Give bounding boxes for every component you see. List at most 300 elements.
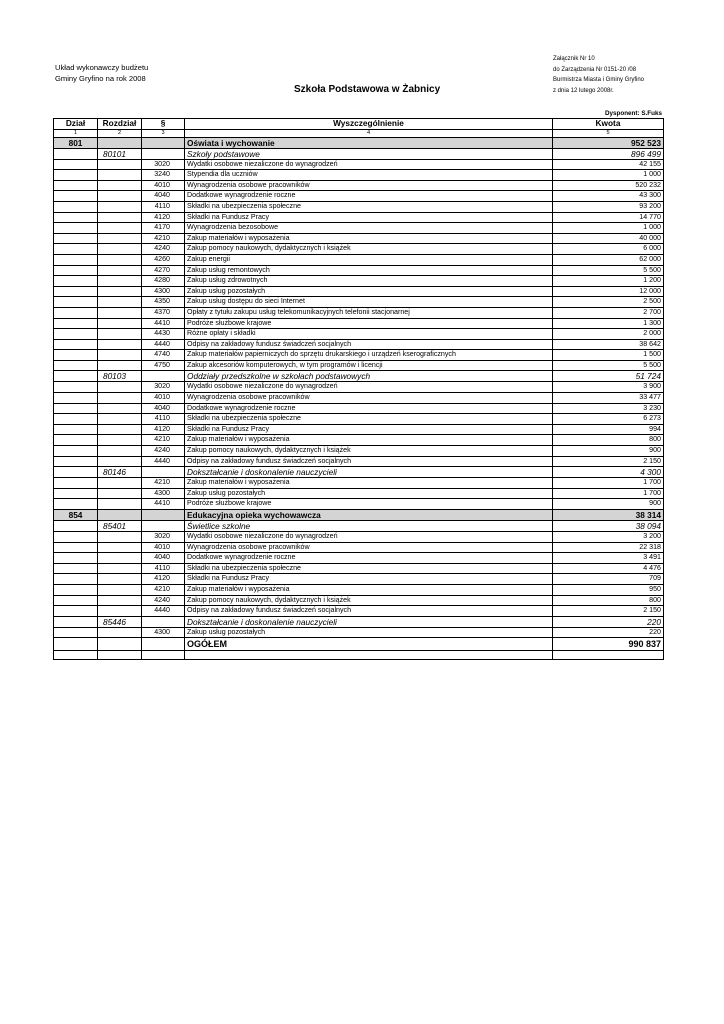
- dzial-cell: [54, 414, 98, 425]
- paragraph-code: 4750: [142, 360, 185, 371]
- row-description: Zakup materiałów i wyposażenia: [185, 233, 553, 244]
- dzial-cell: [54, 329, 98, 340]
- row-description: Świetlice szkolne: [185, 521, 553, 532]
- paragraph-code: 4300: [142, 488, 185, 499]
- dzial-cell: [54, 371, 98, 382]
- rozdzial-cell: [98, 584, 142, 595]
- paragraph-code: 4120: [142, 212, 185, 223]
- row-description: Zakup pomocy naukowych, dydaktycznych i książek: [185, 595, 553, 606]
- rozdzial-row: [54, 616, 664, 627]
- column-header-amount: Kwota: [553, 119, 664, 130]
- row-description: Podróże służbowe krajowe: [185, 318, 553, 329]
- table-row: [54, 254, 664, 265]
- rozdzial-cell: [98, 360, 142, 371]
- dzial-cell: [54, 467, 98, 478]
- row-amount: 5 500: [553, 265, 664, 276]
- row-amount: 2 150: [553, 606, 664, 617]
- row-description: Wynagrodzenia osobowe pracowników: [185, 542, 553, 553]
- row-description: Składki na Fundusz Pracy: [185, 574, 553, 585]
- column-number: 3: [142, 129, 185, 137]
- table-row: [54, 191, 664, 202]
- header-right-line3: Burmistrza Miasta i Gminy Gryfino: [553, 77, 645, 83]
- paragraph-code: 4240: [142, 446, 185, 457]
- paragraph-code: 4120: [142, 574, 185, 585]
- dzial-cell: [54, 276, 98, 287]
- header-right-line2: do Zarządzenia Nr 0151-20 /08: [553, 66, 637, 73]
- row-amount: 800: [553, 435, 664, 446]
- rozdzial-cell: [98, 638, 142, 651]
- paragraph-cell: [142, 510, 185, 521]
- paragraph-code: 4210: [142, 435, 185, 446]
- rozdzial-cell: [98, 446, 142, 457]
- row-description: Zakup akcesoriów komputerowych, w tym programów i licencji: [185, 360, 553, 371]
- dzial-cell: [54, 297, 98, 308]
- paragraph-code: 4010: [142, 542, 185, 553]
- paragraph-code: 4040: [142, 553, 185, 564]
- dzial-cell: [54, 307, 98, 318]
- paragraph-code: 3020: [142, 382, 185, 393]
- row-description: Wynagrodzenia osobowe pracowników: [185, 393, 553, 404]
- dzial-cell: [54, 360, 98, 371]
- column-header-rozdzial: Rozdział: [98, 119, 142, 130]
- row-amount: 900: [553, 499, 664, 510]
- rozdzial-cell: [98, 265, 142, 276]
- page-title: Szkoła Podstawowa w Żabnicy: [294, 84, 441, 95]
- paragraph-code: 4370: [142, 307, 185, 318]
- table-row: [54, 595, 664, 606]
- row-description: Zakup usług pozostałych: [185, 286, 553, 297]
- row-amount: 3 900: [553, 382, 664, 393]
- column-number: 4: [185, 129, 553, 137]
- row-description: Składki na Fundusz Pracy: [185, 424, 553, 435]
- paragraph-code: 4040: [142, 403, 185, 414]
- rozdzial-cell: [98, 574, 142, 585]
- row-description: Składki na ubezpieczenia społeczne: [185, 414, 553, 425]
- blank-cell: [553, 651, 664, 660]
- dzial-cell: [54, 532, 98, 543]
- paragraph-code: 4430: [142, 329, 185, 340]
- dzial-cell: [54, 170, 98, 181]
- row-description: Wydatki osobowe niezaliczone do wynagrodzeń: [185, 532, 553, 543]
- rozdzial-cell: [98, 553, 142, 564]
- row-amount: 38 094: [553, 521, 664, 532]
- dzial-cell: [54, 339, 98, 350]
- rozdzial-cell: [98, 180, 142, 191]
- row-description: Zakup materiałów i wyposażenia: [185, 435, 553, 446]
- paragraph-code: 4740: [142, 350, 185, 361]
- rozdzial-cell: [98, 329, 142, 340]
- row-amount: 2 500: [553, 297, 664, 308]
- row-amount: 896 499: [553, 148, 664, 159]
- row-description: Zakup usług dostępu do sieci Internet: [185, 297, 553, 308]
- paragraph-code: 4170: [142, 223, 185, 234]
- dzial-cell: [54, 638, 98, 651]
- table-row: [54, 435, 664, 446]
- header-left-line2: Gminy Gryfino na rok 2008: [55, 74, 146, 83]
- table-body: [54, 137, 664, 660]
- row-amount: 42 155: [553, 159, 664, 170]
- dzial-cell: [54, 191, 98, 202]
- row-amount: 3 491: [553, 553, 664, 564]
- row-amount: 1 000: [553, 223, 664, 234]
- row-amount: 2 000: [553, 329, 664, 340]
- table-row: [54, 606, 664, 617]
- table-row: [54, 329, 664, 340]
- row-amount: 38 314: [553, 510, 664, 521]
- dzial-row: [54, 510, 664, 521]
- row-description: Dodatkowe wynagrodzenie roczne: [185, 403, 553, 414]
- rozdzial-cell: [98, 297, 142, 308]
- row-description: Odpisy na zakładowy fundusz świadczeń socjalnych: [185, 606, 553, 617]
- row-description: Różne opłaty i składki: [185, 329, 553, 340]
- dzial-cell: [54, 574, 98, 585]
- dzial-cell: [54, 563, 98, 574]
- paragraph-code: 3020: [142, 532, 185, 543]
- table-row: [54, 553, 664, 564]
- dzial-cell: [54, 542, 98, 553]
- table-row: [54, 478, 664, 489]
- row-description: Wydatki osobowe niezaliczone do wynagrodzeń: [185, 159, 553, 170]
- paragraph-cell: [142, 521, 185, 532]
- dzial-cell: [54, 148, 98, 159]
- row-amount: 14 770: [553, 212, 664, 223]
- row-amount: 62 000: [553, 254, 664, 265]
- table-row: [54, 297, 664, 308]
- row-amount: 2 150: [553, 456, 664, 467]
- dzial-code: 854: [54, 510, 98, 521]
- rozdzial-cell: [98, 488, 142, 499]
- paragraph-cell: [142, 616, 185, 627]
- row-amount: 709: [553, 574, 664, 585]
- paragraph-code: 4210: [142, 233, 185, 244]
- row-amount: 22 318: [553, 542, 664, 553]
- table-row: [54, 499, 664, 510]
- rozdzial-cell: [98, 339, 142, 350]
- dzial-cell: [54, 201, 98, 212]
- row-description: Oddziały przedszkolne w szkołach podstawowych: [185, 371, 553, 382]
- table-row: [54, 627, 664, 638]
- row-description: Zakup materiałów i wyposażenia: [185, 478, 553, 489]
- dzial-cell: [54, 456, 98, 467]
- rozdzial-cell: [98, 606, 142, 617]
- row-amount: 800: [553, 595, 664, 606]
- table-row: [54, 307, 664, 318]
- rozdzial-row: [54, 521, 664, 532]
- row-amount: 1 300: [553, 318, 664, 329]
- row-amount: 220: [553, 616, 664, 627]
- row-amount: 1 700: [553, 488, 664, 499]
- table-row: [54, 339, 664, 350]
- rozdzial-cell: [98, 595, 142, 606]
- table-row: [54, 318, 664, 329]
- paragraph-cell: [142, 137, 185, 148]
- row-amount: 1 700: [553, 478, 664, 489]
- dzial-cell: [54, 553, 98, 564]
- rozdzial-cell: [98, 254, 142, 265]
- dzial-cell: [54, 382, 98, 393]
- row-amount: 2 700: [553, 307, 664, 318]
- table-row: [54, 563, 664, 574]
- paragraph-code: 4300: [142, 286, 185, 297]
- dzial-cell: [54, 403, 98, 414]
- row-description: Podróże służbowe krajowe: [185, 499, 553, 510]
- blank-cell: [185, 651, 553, 660]
- budget-layout-label: [55, 62, 148, 84]
- dzial-row: [54, 137, 664, 148]
- column-number-row: [54, 129, 664, 137]
- dzial-cell: [54, 435, 98, 446]
- dzial-cell: [54, 254, 98, 265]
- rozdzial-cell: [98, 403, 142, 414]
- paragraph-code: 4440: [142, 456, 185, 467]
- blank-cell: [54, 651, 98, 660]
- dzial-cell: [54, 393, 98, 404]
- row-amount: 1 000: [553, 170, 664, 181]
- rozdzial-cell: [98, 318, 142, 329]
- column-header-paragraph: §: [142, 119, 185, 130]
- row-description: Dodatkowe wynagrodzenie roczne: [185, 553, 553, 564]
- rozdzial-cell: [98, 382, 142, 393]
- table-row: [54, 393, 664, 404]
- budget-table: [53, 118, 664, 660]
- table-row: [54, 350, 664, 361]
- paragraph-code: 4440: [142, 606, 185, 617]
- row-description: Zakup usług pozostałych: [185, 488, 553, 499]
- row-amount: 3 200: [553, 532, 664, 543]
- dzial-cell: [54, 212, 98, 223]
- rozdzial-cell: [98, 223, 142, 234]
- row-description: Zakup materiałów i wyposażenia: [185, 584, 553, 595]
- paragraph-code: 4300: [142, 627, 185, 638]
- header-left-line1: Układ wykonawczy budżetu: [55, 63, 149, 72]
- rozdzial-cell: [98, 233, 142, 244]
- dzial-code: 801: [54, 137, 98, 148]
- row-description: Wydatki osobowe niezaliczone do wynagrodzeń: [185, 382, 553, 393]
- rozdzial-code: 85446: [98, 616, 142, 627]
- row-amount: 3 230: [553, 403, 664, 414]
- paragraph-code: 3240: [142, 170, 185, 181]
- paragraph-code: 4110: [142, 414, 185, 425]
- row-description: Oświata i wychowanie: [185, 137, 553, 148]
- blank-row: [54, 651, 664, 660]
- row-description: Zakup usług pozostałych: [185, 627, 553, 638]
- column-header-dzial: Dział: [54, 119, 98, 130]
- rozdzial-row: [54, 467, 664, 478]
- paragraph-code: 4120: [142, 424, 185, 435]
- rozdzial-cell: [98, 159, 142, 170]
- rozdzial-cell: [98, 414, 142, 425]
- rozdzial-cell: [98, 478, 142, 489]
- row-description: Stypendia dla uczniów: [185, 170, 553, 181]
- table-row: [54, 532, 664, 543]
- row-amount: 12 000: [553, 286, 664, 297]
- dzial-cell: [54, 478, 98, 489]
- row-amount: 952 523: [553, 137, 664, 148]
- row-description: Składki na ubezpieczenia społeczne: [185, 201, 553, 212]
- table-row: [54, 233, 664, 244]
- table-row: [54, 201, 664, 212]
- rozdzial-cell: [98, 201, 142, 212]
- dzial-cell: [54, 627, 98, 638]
- disponent-label: Dysponent: S.Fuks: [604, 110, 662, 117]
- table-row: [54, 446, 664, 457]
- row-amount: 4 476: [553, 563, 664, 574]
- rozdzial-cell: [98, 276, 142, 287]
- rozdzial-cell: [98, 286, 142, 297]
- dzial-cell: [54, 595, 98, 606]
- row-description: Odpisy na zakładowy fundusz świadczeń socjalnych: [185, 456, 553, 467]
- rozdzial-cell: [98, 212, 142, 223]
- column-number: 5: [553, 129, 664, 137]
- row-amount: 51 724: [553, 371, 664, 382]
- row-amount: 6 000: [553, 244, 664, 255]
- row-amount: 950: [553, 584, 664, 595]
- table-row: [54, 180, 664, 191]
- header-right-line4: z dnia 12 lutego 2008r.: [553, 87, 614, 94]
- dzial-cell: [54, 286, 98, 297]
- paragraph-code: 4110: [142, 201, 185, 212]
- row-description: Dodatkowe wynagrodzenie roczne: [185, 191, 553, 202]
- table-row: [54, 265, 664, 276]
- table-row: [54, 424, 664, 435]
- paragraph-code: 4010: [142, 393, 185, 404]
- table-row: [54, 276, 664, 287]
- row-amount: 93 200: [553, 201, 664, 212]
- rozdzial-cell: [98, 244, 142, 255]
- dzial-cell: [54, 446, 98, 457]
- rozdzial-cell: [98, 170, 142, 181]
- row-description: Szkoły podstawowe: [185, 148, 553, 159]
- row-description: Wynagrodzenia bezosobowe: [185, 223, 553, 234]
- rozdzial-cell: [98, 627, 142, 638]
- paragraph-code: 4440: [142, 339, 185, 350]
- paragraph-cell: [142, 371, 185, 382]
- row-amount: 900: [553, 446, 664, 457]
- column-number: 1: [54, 129, 98, 137]
- total-amount: 990 837: [553, 638, 664, 651]
- table-row: [54, 360, 664, 371]
- paragraph-code: 4280: [142, 276, 185, 287]
- paragraph-code: 4040: [142, 191, 185, 202]
- row-description: Składki na Fundusz Pracy: [185, 212, 553, 223]
- rozdzial-code: 80101: [98, 148, 142, 159]
- row-description: Odpisy na zakładowy fundusz świadczeń socjalnych: [185, 339, 553, 350]
- table-row: [54, 584, 664, 595]
- dzial-cell: [54, 584, 98, 595]
- total-label: OGÓŁEM: [185, 638, 553, 651]
- row-amount: 1 500: [553, 350, 664, 361]
- rozdzial-code: 80146: [98, 467, 142, 478]
- dzial-cell: [54, 233, 98, 244]
- row-description: Zakup energii: [185, 254, 553, 265]
- row-amount: 33 477: [553, 393, 664, 404]
- paragraph-cell: [142, 148, 185, 159]
- dzial-cell: [54, 488, 98, 499]
- paragraph-cell: [142, 467, 185, 478]
- row-amount: 43 300: [553, 191, 664, 202]
- attachment-note: [553, 54, 644, 96]
- paragraph-cell: [142, 638, 185, 651]
- table-row: [54, 403, 664, 414]
- rozdzial-cell: [98, 456, 142, 467]
- rozdzial-cell: [98, 499, 142, 510]
- table-row: [54, 542, 664, 553]
- rozdzial-code: 85401: [98, 521, 142, 532]
- dzial-cell: [54, 265, 98, 276]
- rozdzial-row: [54, 148, 664, 159]
- table-row: [54, 170, 664, 181]
- total-row: [54, 638, 664, 651]
- dzial-cell: [54, 223, 98, 234]
- dzial-cell: [54, 521, 98, 532]
- blank-cell: [142, 651, 185, 660]
- rozdzial-cell: [98, 137, 142, 148]
- paragraph-code: 4410: [142, 318, 185, 329]
- row-description: Edukacyjna opieka wychowawcza: [185, 510, 553, 521]
- paragraph-code: 4350: [142, 297, 185, 308]
- row-description: Składki na ubezpieczenia społeczne: [185, 563, 553, 574]
- rozdzial-row: [54, 371, 664, 382]
- paragraph-code: 4270: [142, 265, 185, 276]
- row-amount: 4 300: [553, 467, 664, 478]
- dzial-cell: [54, 180, 98, 191]
- rozdzial-cell: [98, 424, 142, 435]
- table-row: [54, 212, 664, 223]
- paragraph-code: 4210: [142, 478, 185, 489]
- rozdzial-cell: [98, 393, 142, 404]
- paragraph-code: 4010: [142, 180, 185, 191]
- row-amount: 5 500: [553, 360, 664, 371]
- row-amount: 6 273: [553, 414, 664, 425]
- header-right-line1: Załącznik Nr 10: [553, 56, 595, 62]
- paragraph-code: 4240: [142, 244, 185, 255]
- table-row: [54, 159, 664, 170]
- row-amount: 994: [553, 424, 664, 435]
- table-row: [54, 244, 664, 255]
- row-description: Zakup usług remontowych: [185, 265, 553, 276]
- dzial-cell: [54, 159, 98, 170]
- rozdzial-cell: [98, 563, 142, 574]
- dzial-cell: [54, 606, 98, 617]
- row-description: Zakup pomocy naukowych, dydaktycznych i książek: [185, 244, 553, 255]
- dzial-cell: [54, 244, 98, 255]
- paragraph-code: 4260: [142, 254, 185, 265]
- table-row: [54, 574, 664, 585]
- table-row: [54, 223, 664, 234]
- dzial-cell: [54, 616, 98, 627]
- blank-cell: [98, 651, 142, 660]
- column-header-description: Wyszczególnienie: [185, 119, 553, 130]
- paragraph-code: 3020: [142, 159, 185, 170]
- row-description: Zakup pomocy naukowych, dydaktycznych i książek: [185, 446, 553, 457]
- paragraph-code: 4110: [142, 563, 185, 574]
- row-description: Dokształcanie i doskonalenie nauczycieli: [185, 616, 553, 627]
- rozdzial-cell: [98, 435, 142, 446]
- rozdzial-cell: [98, 542, 142, 553]
- row-description: Zakup usług zdrowotnych: [185, 276, 553, 287]
- column-number: 2: [98, 129, 142, 137]
- rozdzial-cell: [98, 350, 142, 361]
- row-description: Zakup materiałów papierniczych do sprzętu drukarskiego i urządzeń kserograficznych: [185, 350, 553, 361]
- dzial-cell: [54, 499, 98, 510]
- rozdzial-cell: [98, 307, 142, 318]
- dzial-cell: [54, 424, 98, 435]
- row-amount: 38 642: [553, 339, 664, 350]
- paragraph-code: 4210: [142, 584, 185, 595]
- paragraph-code: 4240: [142, 595, 185, 606]
- row-description: Wynagrodzenia osobowe pracowników: [185, 180, 553, 191]
- rozdzial-cell: [98, 191, 142, 202]
